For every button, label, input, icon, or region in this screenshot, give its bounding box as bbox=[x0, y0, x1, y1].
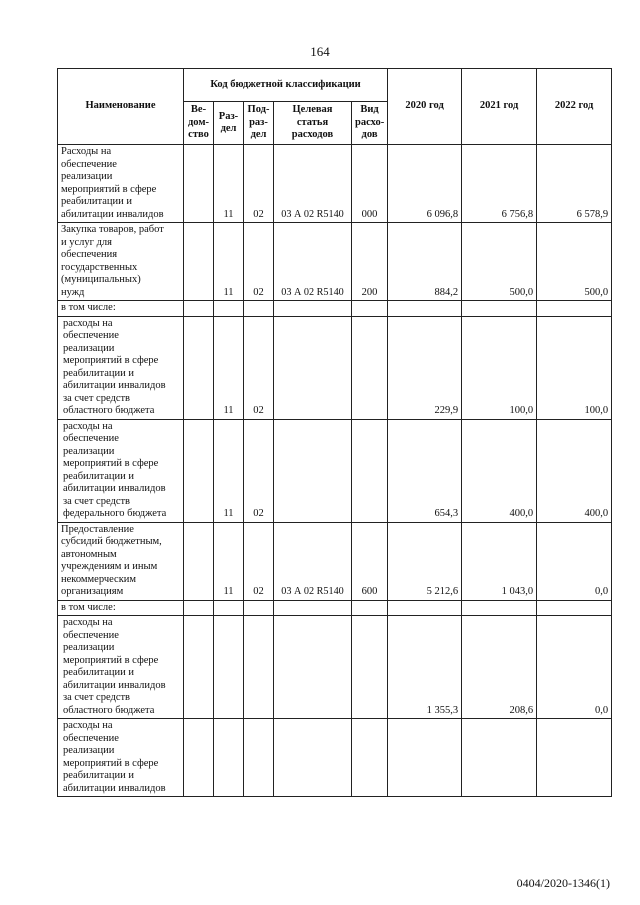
cell-podrazdel bbox=[244, 616, 274, 719]
cell-2022: 500,0 bbox=[537, 223, 612, 301]
cell-2022: 6 578,9 bbox=[537, 145, 612, 223]
cell-razdel: 11 bbox=[214, 419, 244, 522]
header-2022: 2022 год bbox=[537, 69, 612, 145]
cell-2022: 0,0 bbox=[537, 616, 612, 719]
table-row bbox=[58, 616, 612, 719]
cell-vedomstvo bbox=[184, 316, 214, 419]
cell-name: расходы на обеспечение реализации мероприятий в сфере реабилитации и абилитации инвалидов за счет средств областного бюджета bbox=[58, 616, 184, 719]
cell-razdel: 11 bbox=[214, 223, 244, 301]
cell-2022 bbox=[537, 719, 612, 797]
table-row bbox=[58, 301, 612, 317]
table-row bbox=[58, 223, 612, 301]
page-number: 164 bbox=[310, 44, 330, 59]
cell-podrazdel: 02 bbox=[244, 223, 274, 301]
cell-name: расходы на обеспечение реализации мероприятий в сфере реабилитации и абилитации инвалидов за счет средств федерального бюджета bbox=[58, 419, 184, 522]
cell-target: 03 А 02 R5140 bbox=[274, 145, 352, 223]
header-name: Наименование bbox=[58, 69, 184, 145]
cell-razdel bbox=[214, 719, 244, 797]
cell-2022: 0,0 bbox=[537, 522, 612, 600]
budget-table bbox=[57, 68, 612, 797]
cell-name: расходы на обеспечение реализации мероприятий в сфере реабилитации и абилитации инвалидов за счет средств областного бюджета bbox=[58, 316, 184, 419]
cell-razdel bbox=[214, 616, 244, 719]
cell-vid bbox=[352, 616, 388, 719]
cell-vedomstvo bbox=[184, 419, 214, 522]
cell-razdel: 11 bbox=[214, 145, 244, 223]
cell-name: расходы на обеспечение реализации мероприятий в сфере реабилитации и абилитации инвалидов bbox=[58, 719, 184, 797]
header-target: Целевая статья расходов bbox=[274, 102, 352, 145]
cell-2021 bbox=[462, 301, 537, 317]
cell-vid bbox=[352, 419, 388, 522]
cell-target bbox=[274, 419, 352, 522]
document-code: 0404/2020-1346(1) bbox=[516, 876, 610, 890]
cell-vid: 200 bbox=[352, 223, 388, 301]
cell-2022 bbox=[537, 301, 612, 317]
cell-2020: 1 355,3 bbox=[388, 616, 462, 719]
cell-vedomstvo bbox=[184, 719, 214, 797]
cell-target bbox=[274, 316, 352, 419]
cell-name: Расходы на обеспечение реализации мероприятий в сфере реабилитации и абилитации инвалидов bbox=[58, 145, 184, 223]
cell-target bbox=[274, 600, 352, 616]
cell-2020: 6 096,8 bbox=[388, 145, 462, 223]
cell-vid bbox=[352, 719, 388, 797]
cell-2020: 884,2 bbox=[388, 223, 462, 301]
header-vedomstvo: Ве- дом- ство bbox=[184, 102, 214, 145]
cell-vedomstvo bbox=[184, 600, 214, 616]
cell-vedomstvo bbox=[184, 616, 214, 719]
table-row bbox=[58, 600, 612, 616]
cell-2020: 654,3 bbox=[388, 419, 462, 522]
cell-target: 03 А 02 R5140 bbox=[274, 223, 352, 301]
cell-name: в том числе: bbox=[58, 600, 184, 616]
cell-razdel bbox=[214, 600, 244, 616]
cell-2021: 400,0 bbox=[462, 419, 537, 522]
header-2020: 2020 год bbox=[388, 69, 462, 145]
cell-2022 bbox=[537, 600, 612, 616]
cell-target: 03 А 02 R5140 bbox=[274, 522, 352, 600]
cell-razdel bbox=[214, 301, 244, 317]
cell-podrazdel bbox=[244, 600, 274, 616]
cell-2021 bbox=[462, 719, 537, 797]
cell-name: Предоставление субсидий бюджетным, автономным учреждениям и иным некоммерческим организациям bbox=[58, 522, 184, 600]
cell-target bbox=[274, 301, 352, 317]
header-code-group: Код бюджетной классификации bbox=[184, 69, 388, 102]
table-row bbox=[58, 145, 612, 223]
header-vid: Вид расхо- дов bbox=[352, 102, 388, 145]
cell-razdel: 11 bbox=[214, 316, 244, 419]
header-podrazdel: Под- раз- дел bbox=[244, 102, 274, 145]
cell-2021 bbox=[462, 600, 537, 616]
cell-2020: 229,9 bbox=[388, 316, 462, 419]
cell-name: в том числе: bbox=[58, 301, 184, 317]
table-row bbox=[58, 316, 612, 419]
cell-vedomstvo bbox=[184, 522, 214, 600]
cell-vid bbox=[352, 301, 388, 317]
cell-2020 bbox=[388, 719, 462, 797]
cell-podrazdel bbox=[244, 301, 274, 317]
cell-2021: 6 756,8 bbox=[462, 145, 537, 223]
cell-2021: 100,0 bbox=[462, 316, 537, 419]
table-body bbox=[58, 145, 612, 797]
cell-2021: 208,6 bbox=[462, 616, 537, 719]
cell-vedomstvo bbox=[184, 223, 214, 301]
cell-podrazdel bbox=[244, 719, 274, 797]
cell-2022: 400,0 bbox=[537, 419, 612, 522]
cell-2021: 1 043,0 bbox=[462, 522, 537, 600]
cell-target bbox=[274, 616, 352, 719]
header-razdel: Раз- дел bbox=[214, 102, 244, 145]
cell-2020 bbox=[388, 600, 462, 616]
cell-target bbox=[274, 719, 352, 797]
cell-podrazdel: 02 bbox=[244, 316, 274, 419]
cell-2020 bbox=[388, 301, 462, 317]
cell-vedomstvo bbox=[184, 301, 214, 317]
table-row bbox=[58, 719, 612, 797]
cell-2021: 500,0 bbox=[462, 223, 537, 301]
header-2021: 2021 год bbox=[462, 69, 537, 145]
cell-vid: 000 bbox=[352, 145, 388, 223]
cell-vedomstvo bbox=[184, 145, 214, 223]
cell-podrazdel: 02 bbox=[244, 419, 274, 522]
cell-name: Закупка товаров, работ и услуг для обеспечения государственных (муниципальных) нужд bbox=[58, 223, 184, 301]
table-row bbox=[58, 522, 612, 600]
cell-razdel: 11 bbox=[214, 522, 244, 600]
cell-vid: 600 bbox=[352, 522, 388, 600]
cell-vid bbox=[352, 600, 388, 616]
table-row bbox=[58, 419, 612, 522]
cell-podrazdel: 02 bbox=[244, 522, 274, 600]
cell-2020: 5 212,6 bbox=[388, 522, 462, 600]
cell-vid bbox=[352, 316, 388, 419]
cell-2022: 100,0 bbox=[537, 316, 612, 419]
cell-podrazdel: 02 bbox=[244, 145, 274, 223]
